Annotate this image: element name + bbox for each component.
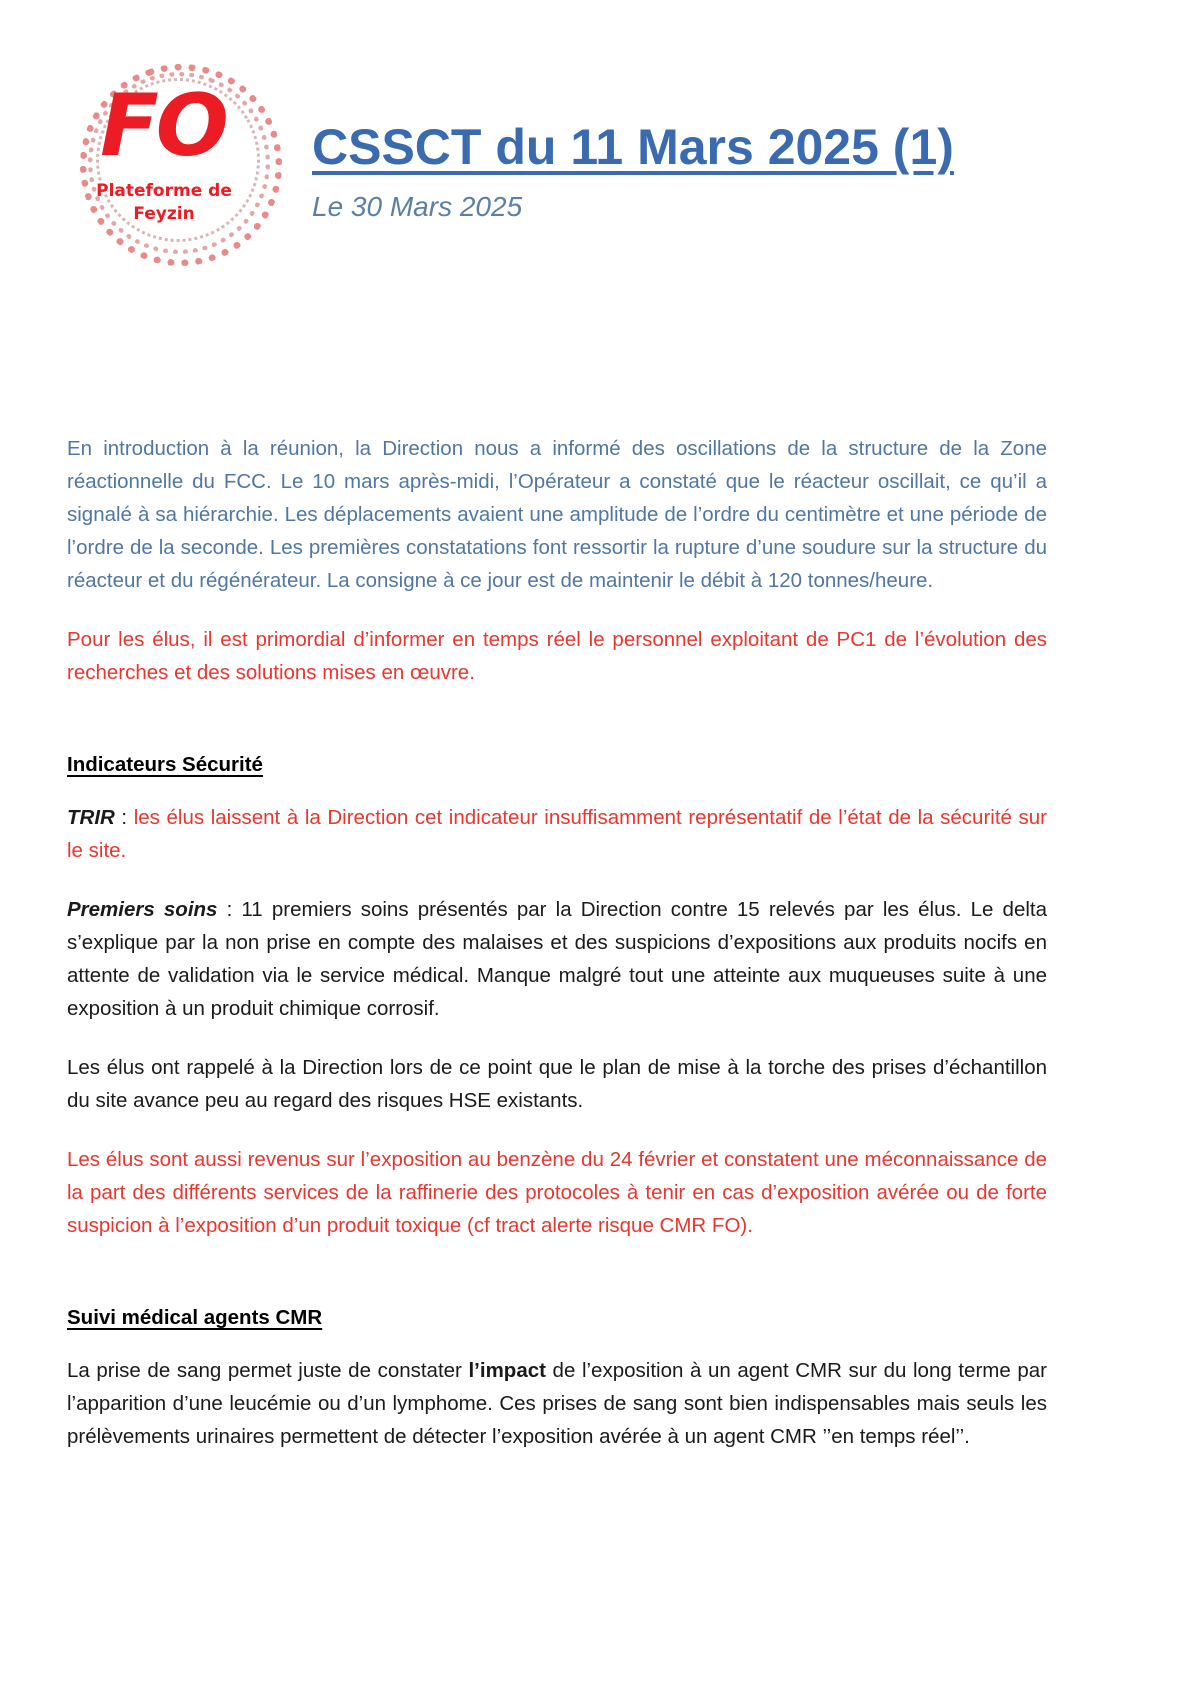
section-suivi-medical-cmr [67,1304,1047,1354]
section-heading-suivi-medical: Suivi médical agents CMR [67,1306,323,1329]
cmr-text-part2: de l’exposition à un agent CMR sur du long terme par l’apparition d’une leucémie ou d’un lymphome. Ces prises de sang sont bien indispensables mais seuls les prélèvements urinaires permettent de détecter l’exposition avérée à un agent CMR ’’en temps réel’’. [67,1359,1047,1448]
cmr-paragraph [67,1354,1047,1453]
logo-subtitle-line2: Feyzin [133,204,195,224]
logo-fo-mark: FO [100,76,226,176]
fo-logo [72,56,272,266]
logo-subtitle-line1: Plateforme de [96,181,232,201]
premiers-soins-separator: : [217,898,242,921]
cmr-text-emphasis: l’impact [468,1359,546,1382]
torche-paragraph: Les élus ont rappelé à la Direction lors de ce point que le plan de mise à la torche des prises d’échantillon du site avance peu au regard des risques HSE existants. [67,1056,1047,1112]
trir-text: les élus laissent à la Direction cet indicateur insuffisamment représentatif de l’état de la sécurité sur le site. [67,806,1047,862]
premiers-soins-paragraph [67,893,1047,1025]
premiers-soins-text: 11 premiers soins présentés par la Direction contre 15 relevés par les élus. Le delta s’explique par la non prise en compte des malaises et des suspicions d’expositions aux produits nocifs en attente de validation via le service médical. Manque malgré tout une atteinte aux muqueuses suite à une exposition à un produit chimique corrosif. [67,898,1047,1020]
document-header [0,0,1200,290]
page-subtitle: Le 30 Mars 2025 [312,191,523,222]
document-body [67,432,1047,1479]
intro-paragraph: En introduction à la réunion, la Direction nous a informé des oscillations de la structure de la Zone réactionnelle du FCC. Le 10 mars après-midi, l’Opérateur a constaté que le réacteur oscillait, ce qu’il a signalé à sa hiérarchie. Les déplacements avaient une amplitude de l’ordre du centimètre et une période de l’ordre de la seconde. Les premières constatations font ressortir la rupture d’une soudure sur la structure du réacteur et du régénérateur. La consigne à ce jour est de maintenir le débit à 120 tonnes/heure. [67,437,1047,592]
premiers-soins-label: Premiers soins [67,898,218,921]
trir-paragraph [67,801,1047,867]
logo-subtitle [80,180,248,226]
benzene-paragraph: Les élus sont aussi revenus sur l’exposition au benzène du 24 février et constatent une méconnaissance de la part des différents services de la raffinerie des protocoles à tenir en cas d’exposition avérée ou de forte suspicion à l’exposition d’un produit toxique (cf tract alerte risque CMR FO). [67,1148,1047,1237]
page-title: CSSCT du 11 Mars 2025 (1) [312,119,954,175]
trir-separator: : [114,806,134,829]
spacer [67,1268,1047,1304]
spacer [67,715,1047,751]
title-block [312,118,1072,224]
section-indicateurs-securite [67,751,1047,801]
cmr-text-part1: La prise de sang permet juste de constater [67,1359,469,1382]
trir-label: TRIR [67,806,115,829]
intro-highlight-paragraph: Pour les élus, il est primordial d’informer en temps réel le personnel exploitant de PC1 de l’évolution des recherches et des solutions mises en œuvre. [67,628,1047,684]
section-heading-indicateurs: Indicateurs Sécurité [67,753,263,776]
